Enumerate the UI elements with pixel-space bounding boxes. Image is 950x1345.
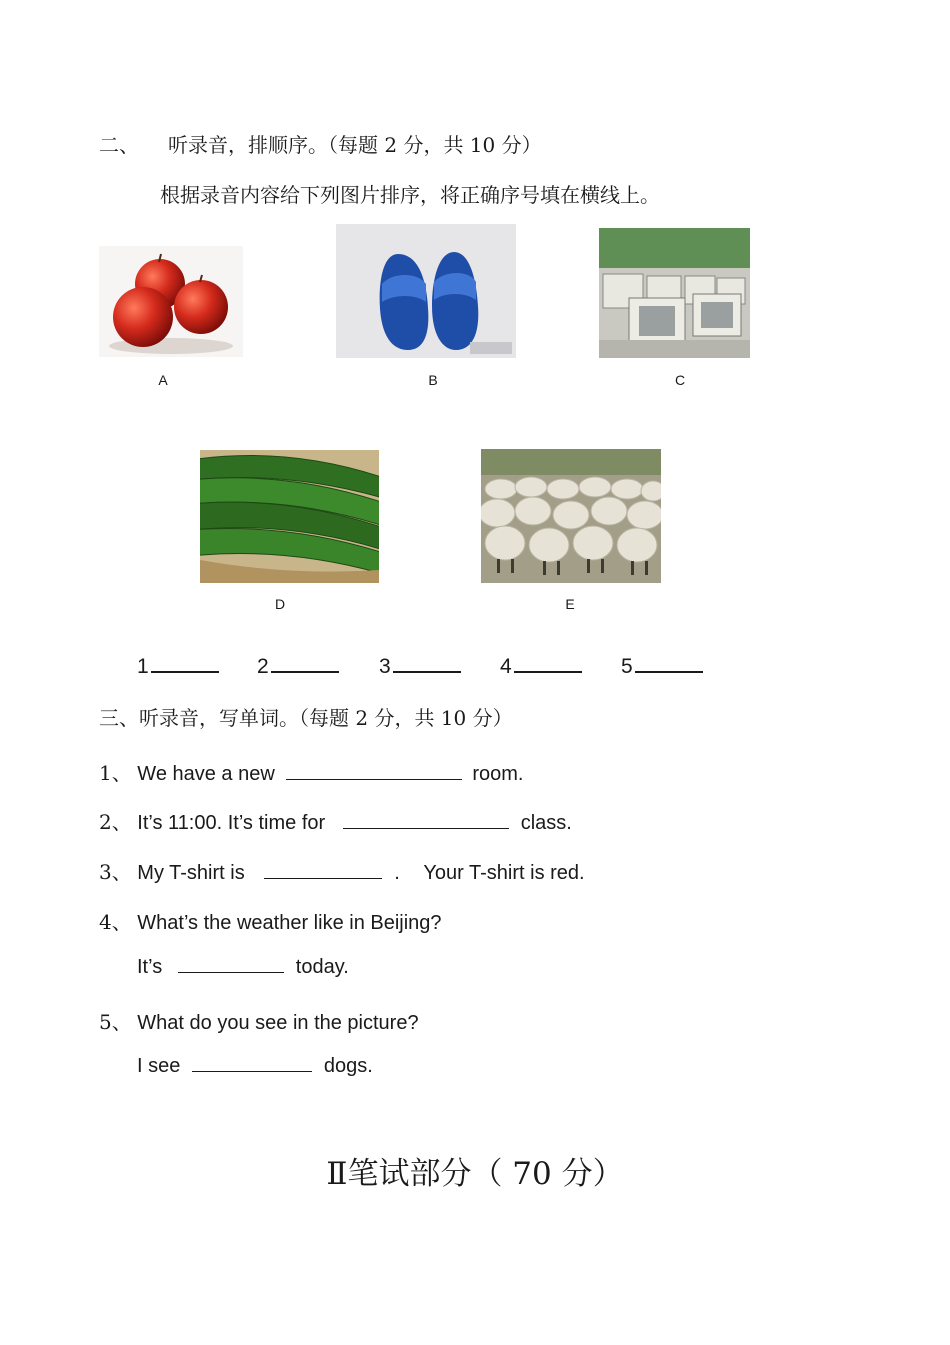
- question-2-text-before: It’s 11:00. It’s time for: [137, 812, 326, 834]
- question-2: [99, 806, 572, 835]
- question-3: [99, 856, 585, 885]
- question-1-text-before: We have a new: [137, 763, 275, 785]
- question-2-text-after: class.: [520, 812, 572, 834]
- question-3-blank[interactable]: [264, 877, 382, 879]
- order-blank-4[interactable]: [514, 670, 582, 673]
- question-4: [99, 906, 442, 935]
- part-2-title: Ⅱ笔试部分（ 70 分）: [326, 1156, 624, 1192]
- question-4-text-before: It’s: [137, 956, 163, 978]
- question-5-text-before: I see: [137, 1055, 181, 1077]
- question-5-number: 5、: [99, 1010, 132, 1034]
- question-1-blank[interactable]: [286, 778, 462, 780]
- slippers-photo: [336, 224, 516, 358]
- question-5-answer: [137, 1055, 373, 1078]
- question-4-blank[interactable]: [178, 971, 284, 973]
- order-blank-5[interactable]: [635, 670, 703, 673]
- question-2-blank[interactable]: [343, 827, 509, 829]
- computer-room-photo: [599, 228, 750, 358]
- order-number-1: 1: [137, 655, 149, 678]
- question-4-question: What’s the weather like in Beijing?: [137, 912, 442, 934]
- question-3-period: .: [394, 862, 400, 884]
- order-blank-1[interactable]: [151, 670, 219, 673]
- section-2-instruction: 根据录音内容给下列图片排序，将正确序号填在横线上。: [160, 183, 660, 207]
- picture-label-a: A: [158, 372, 168, 388]
- order-number-5: 5: [621, 655, 633, 678]
- question-3-text-before: My T-shirt is: [137, 862, 245, 884]
- order-number-4: 4: [500, 655, 512, 678]
- picture-label-c: C: [674, 372, 686, 388]
- question-5-blank[interactable]: [192, 1070, 312, 1072]
- order-answer-2: [257, 655, 339, 679]
- picture-label-d: D: [274, 596, 286, 612]
- question-1: [99, 757, 523, 786]
- apples-photo: [99, 246, 243, 357]
- order-answer-4: [500, 655, 582, 679]
- question-4-text-after: today.: [295, 956, 349, 978]
- question-4-number: 4、: [99, 910, 132, 934]
- question-2-number: 2、: [99, 810, 132, 834]
- question-1-text-after: room.: [472, 763, 524, 785]
- order-blank-2[interactable]: [271, 670, 339, 673]
- section-3-title: 三、听录音，写单词。（每题 2 分，共 10 分）: [99, 706, 513, 730]
- section-2-number: 二、: [99, 133, 139, 157]
- question-3-text-after: Your T-shirt is red.: [423, 862, 585, 884]
- order-answer-3: [379, 655, 461, 679]
- question-1-number: 1、: [99, 761, 132, 785]
- order-blank-3[interactable]: [393, 670, 461, 673]
- order-number-3: 3: [379, 655, 391, 678]
- order-answer-5: [621, 655, 703, 679]
- question-3-number: 3、: [99, 860, 132, 884]
- question-5-text-after: dogs.: [323, 1055, 373, 1077]
- question-5-question: What do you see in the picture?: [137, 1012, 419, 1034]
- question-5: [99, 1006, 419, 1035]
- sheep-flock-photo: [481, 449, 661, 583]
- order-number-2: 2: [257, 655, 269, 678]
- order-answer-1: [137, 655, 219, 679]
- section-2-title: 听录音，排顺序。（每题 2 分，共 10 分）: [168, 133, 542, 157]
- picture-label-e: E: [565, 596, 575, 612]
- question-4-answer: [137, 956, 349, 979]
- picture-label-b: B: [428, 372, 438, 388]
- cucumbers-photo: [200, 450, 379, 583]
